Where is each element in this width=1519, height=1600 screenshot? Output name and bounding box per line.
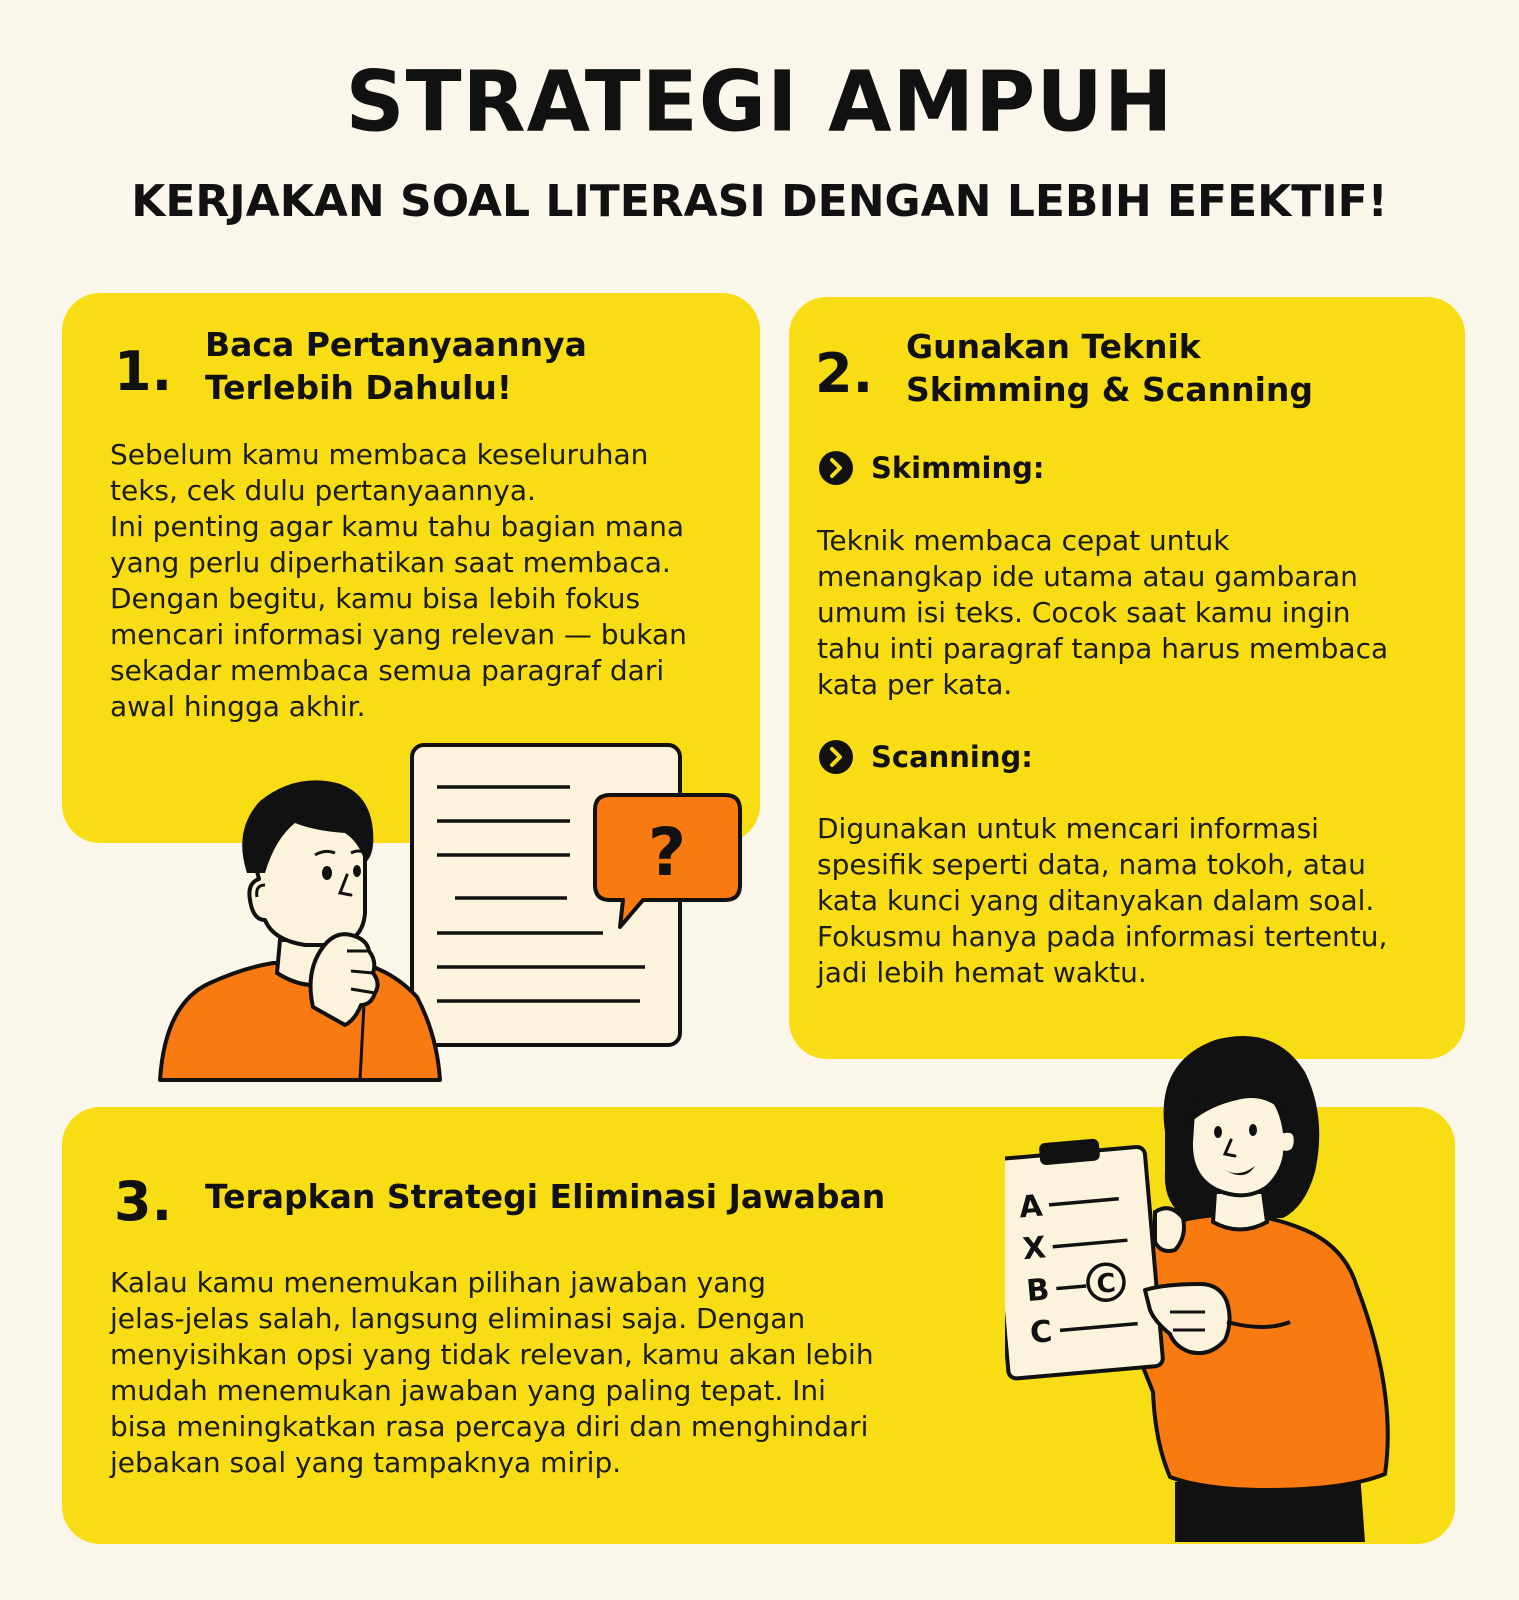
- body-line: spesifik seperti data, nama tokoh, atau: [817, 848, 1366, 881]
- clipboard-letter: X: [1021, 1230, 1048, 1268]
- step-number: 3.: [114, 1170, 173, 1233]
- strategy-card-2: [789, 297, 1465, 1059]
- man-figure: [160, 780, 440, 1080]
- body-line: jebakan soal yang tampaknya mirip.: [110, 1446, 622, 1479]
- skimming-label: Skimming:: [871, 451, 1045, 485]
- skimming-body: [817, 523, 1388, 703]
- body-line: Fokusmu hanya pada informasi tertentu,: [817, 920, 1388, 953]
- scanning-label: Scanning:: [871, 740, 1033, 774]
- body-line: Kalau kamu menemukan pilihan jawaban yang: [110, 1266, 766, 1299]
- answer-clipboard-icon: [1005, 1134, 1163, 1379]
- body-line: menyisihkan opsi yang tidak relevan, kamu akan lebih: [110, 1338, 874, 1371]
- step-heading-line: Terlebih Dahulu!: [205, 368, 512, 407]
- step-heading: [205, 323, 587, 409]
- clipboard-letter: B: [1024, 1272, 1051, 1310]
- holding-hand: [1155, 1208, 1184, 1251]
- body-line: mudah menemukan jawaban yang paling tepat. Ini: [110, 1374, 826, 1407]
- svg-text:?: ?: [647, 814, 687, 891]
- page-subtitle: KERJAKAN SOAL LITERASI DENGAN LEBIH EFEKTIF!: [131, 176, 1388, 227]
- step-number: 1.: [114, 340, 173, 403]
- clipboard-letter: C: [1028, 1314, 1054, 1351]
- body-line: mencari informasi yang relevan — bukan: [110, 618, 687, 651]
- clipboard-letter: C: [1095, 1268, 1117, 1300]
- step-heading-line: Baca Pertanyaannya: [205, 325, 587, 364]
- body-line: sekadar membaca semua paragraf dari: [110, 654, 665, 687]
- step-number: 2.: [815, 342, 874, 405]
- body-line: teks, cek dulu pertanyaannya.: [110, 474, 536, 507]
- body-line: Dengan begitu, kamu bisa lebih fokus: [110, 582, 641, 615]
- body-line: kata kunci yang ditanyakan dalam soal.: [817, 884, 1375, 917]
- body-line: tahu inti paragraf tanpa harus membaca: [817, 632, 1389, 665]
- chevron-right-circle-icon: [818, 739, 854, 775]
- body-line: jelas-jelas salah, langsung eliminasi saja. Dengan: [110, 1302, 806, 1335]
- body-line: awal hingga akhir.: [110, 690, 366, 723]
- body-line: yang perlu diperhatikan saat membaca.: [110, 546, 671, 579]
- step-body: [110, 437, 687, 725]
- body-line: jadi lebih hemat waktu.: [817, 956, 1147, 989]
- woman-clipboard-illustration: [1005, 1022, 1425, 1542]
- body-line: kata per kata.: [817, 668, 1013, 701]
- body-line: umum isi teks. Cocok saat kamu ingin: [817, 596, 1351, 629]
- body-line: bisa meningkatkan rasa percaya diri dan menghindari: [110, 1410, 869, 1443]
- step-heading-line: Terapkan Strategi Eliminasi Jawaban: [205, 1177, 886, 1216]
- page-title: STRATEGI AMPUH: [345, 54, 1174, 151]
- body-line: Teknik membaca cepat untuk: [817, 524, 1230, 557]
- step-heading: [205, 1175, 885, 1218]
- step-heading: [906, 325, 1313, 411]
- body-line: Digunakan untuk mencari informasi: [817, 812, 1319, 845]
- man-thinking-illustration: [155, 735, 755, 1105]
- step-body: [110, 1265, 874, 1481]
- chevron-right-circle-icon: [818, 450, 854, 486]
- scanning-body: [817, 811, 1387, 991]
- step-heading-line: Gunakan Teknik: [906, 327, 1201, 366]
- clipboard-letter: A: [1017, 1188, 1044, 1226]
- body-line: Sebelum kamu membaca keseluruhan: [110, 438, 649, 471]
- body-line: menangkap ide utama atau gambaran: [817, 560, 1358, 593]
- body-line: Ini penting agar kamu tahu bagian mana: [110, 510, 685, 543]
- step-heading-line: Skimming & Scanning: [906, 370, 1313, 409]
